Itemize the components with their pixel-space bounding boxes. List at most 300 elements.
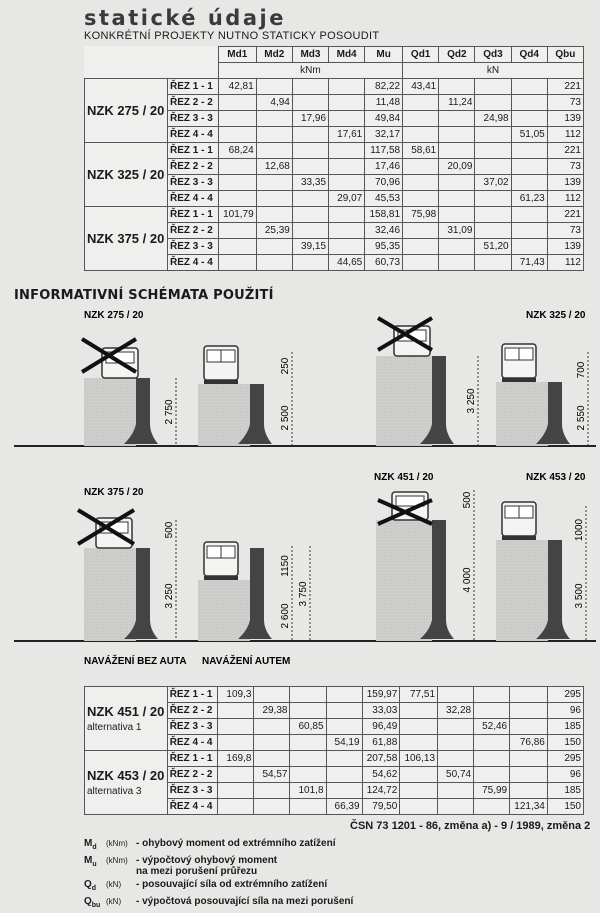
svg-text:3 250: 3 250 <box>164 583 175 609</box>
column-header: Md2 <box>256 47 292 63</box>
value-cell: 4,94 <box>256 95 292 111</box>
legend-symbol <box>84 879 106 894</box>
value-cell: 139 <box>547 111 583 127</box>
value-cell <box>329 207 365 223</box>
value-cell <box>218 191 256 207</box>
value-cell <box>403 111 439 127</box>
value-cell: 95,35 <box>365 239 403 255</box>
value-cell: 12,68 <box>256 159 292 175</box>
value-cell <box>400 767 438 783</box>
value-cell: 60,73 <box>365 255 403 271</box>
value-cell <box>475 207 511 223</box>
value-cell: 109,3 <box>218 687 254 703</box>
svg-text:1000: 1000 <box>574 518 585 542</box>
value-cell: 54,57 <box>254 767 290 783</box>
value-cell <box>326 703 362 719</box>
value-cell <box>254 719 290 735</box>
static-data-table-1 <box>84 46 584 271</box>
value-cell <box>510 767 548 783</box>
column-header: Qbu <box>547 47 583 63</box>
value-cell <box>326 751 362 767</box>
value-cell <box>218 127 256 143</box>
value-cell <box>475 95 511 111</box>
section-label: ŘEZ 2 - 2 <box>167 767 218 783</box>
legend-row <box>84 838 353 853</box>
unit-knm: kNm <box>218 63 402 79</box>
value-cell <box>218 239 256 255</box>
value-cell <box>439 143 475 159</box>
table-row <box>85 143 584 159</box>
value-cell: 221 <box>547 143 583 159</box>
value-cell <box>511 239 547 255</box>
value-cell: 139 <box>547 239 583 255</box>
value-cell: 139 <box>547 175 583 191</box>
value-cell <box>218 159 256 175</box>
value-cell: 150 <box>547 735 583 751</box>
legend-text: - ohybový moment od extrémního zatížení <box>136 838 336 849</box>
legend-row <box>84 879 353 894</box>
value-cell <box>511 159 547 175</box>
value-cell <box>474 799 510 815</box>
static-data-table-2 <box>84 686 584 815</box>
value-cell: 58,61 <box>403 143 439 159</box>
value-cell: 112 <box>547 127 583 143</box>
value-cell: 101,8 <box>290 783 326 799</box>
legend-symbol-sub: bu <box>91 902 101 909</box>
section-label: ŘEZ 1 - 1 <box>167 79 218 95</box>
section-label: ŘEZ 4 - 4 <box>167 799 218 815</box>
crossed-truck-icon <box>78 510 134 548</box>
value-cell <box>511 207 547 223</box>
section-label: ŘEZ 1 - 1 <box>167 207 218 223</box>
value-cell <box>438 719 474 735</box>
value-cell <box>329 79 365 95</box>
label-nzk-275: NZK 275 / 20 <box>84 310 144 321</box>
legend-symbol-base: Q <box>84 879 92 890</box>
svg-text:500: 500 <box>462 491 473 509</box>
value-cell <box>475 255 511 271</box>
value-cell <box>290 687 326 703</box>
value-cell: 112 <box>547 191 583 207</box>
legend-symbol <box>84 855 106 877</box>
value-cell: 51,20 <box>475 239 511 255</box>
value-cell: 66,39 <box>326 799 362 815</box>
value-cell <box>256 239 292 255</box>
value-cell <box>292 223 328 239</box>
value-cell <box>254 687 290 703</box>
legend-unit: (kNm) <box>106 839 128 848</box>
value-cell <box>290 735 326 751</box>
truck-icon <box>502 502 536 540</box>
column-header: Qd3 <box>475 47 511 63</box>
value-cell <box>218 255 256 271</box>
legend <box>84 838 353 913</box>
svg-text:3 500: 3 500 <box>574 583 585 609</box>
column-header: Md3 <box>292 47 328 63</box>
value-cell: 54,62 <box>362 767 400 783</box>
legend-row <box>84 855 353 877</box>
crossed-truck-icon <box>378 318 432 356</box>
label-with-truck: NAVÁŽENÍ AUTEM <box>202 656 291 667</box>
value-cell: 39,15 <box>292 239 328 255</box>
value-cell <box>475 223 511 239</box>
value-cell <box>292 95 328 111</box>
value-cell <box>400 783 438 799</box>
value-cell <box>475 159 511 175</box>
value-cell <box>439 207 475 223</box>
value-cell <box>438 783 474 799</box>
value-cell <box>292 79 328 95</box>
value-cell <box>510 687 548 703</box>
schemata-title: INFORMATIVNÍ SCHÉMATA POUŽITÍ <box>14 288 274 303</box>
value-cell <box>329 143 365 159</box>
value-cell <box>474 735 510 751</box>
value-cell: 159,97 <box>362 687 400 703</box>
legend-symbol-base: M <box>84 855 93 866</box>
legend-text: - posouvající síla od extrémního zatížení <box>136 879 328 890</box>
value-cell <box>218 767 254 783</box>
product-label: NZK 453 / 20 <box>87 768 165 783</box>
section-label: ŘEZ 3 - 3 <box>167 111 218 127</box>
value-cell: 33,03 <box>362 703 400 719</box>
norm-reference: ČSN 73 1201 - 86, změna a) - 9 / 1989, změna 2 <box>350 820 591 832</box>
value-cell: 71,43 <box>511 255 547 271</box>
value-cell: 42,81 <box>218 79 256 95</box>
value-cell: 45,53 <box>365 191 403 207</box>
crossed-truck-icon <box>82 339 138 378</box>
value-cell: 221 <box>547 207 583 223</box>
value-cell: 77,51 <box>400 687 438 703</box>
value-cell: 32,46 <box>365 223 403 239</box>
value-cell: 73 <box>547 223 583 239</box>
table-row <box>85 687 584 703</box>
column-header: Md1 <box>218 47 256 63</box>
value-cell <box>403 127 439 143</box>
value-cell: 101,79 <box>218 207 256 223</box>
section-label: ŘEZ 1 - 1 <box>167 687 218 703</box>
value-cell <box>439 239 475 255</box>
svg-text:250: 250 <box>280 357 291 375</box>
value-cell <box>292 159 328 175</box>
backfill <box>198 384 250 446</box>
value-cell <box>439 127 475 143</box>
section-label: ŘEZ 4 - 4 <box>167 735 218 751</box>
value-cell: 17,96 <box>292 111 328 127</box>
value-cell <box>474 703 510 719</box>
backfill <box>376 356 432 446</box>
value-cell: 37,02 <box>475 175 511 191</box>
value-cell: 50,74 <box>438 767 474 783</box>
table-header-row <box>85 47 584 63</box>
svg-text:3 250: 3 250 <box>466 388 477 414</box>
backfill <box>496 540 548 641</box>
value-cell <box>256 191 292 207</box>
value-cell: 17,61 <box>329 127 365 143</box>
product-name <box>85 207 168 271</box>
value-cell <box>218 111 256 127</box>
page-title: statické údaje <box>84 6 286 30</box>
value-cell <box>292 191 328 207</box>
section-label: ŘEZ 1 - 1 <box>167 143 218 159</box>
section-label: ŘEZ 3 - 3 <box>167 239 218 255</box>
value-cell: 31,09 <box>439 223 475 239</box>
legend-unit: (kN) <box>106 897 122 906</box>
value-cell <box>256 255 292 271</box>
value-cell <box>403 159 439 175</box>
section-label: ŘEZ 2 - 2 <box>167 95 218 111</box>
value-cell: 124,72 <box>362 783 400 799</box>
section-label: ŘEZ 3 - 3 <box>167 175 218 191</box>
legend-unit: (kNm) <box>106 856 128 865</box>
value-cell <box>254 751 290 767</box>
value-cell <box>511 223 547 239</box>
value-cell <box>292 255 328 271</box>
svg-text:500: 500 <box>164 521 175 539</box>
value-cell <box>400 719 438 735</box>
value-cell: 185 <box>547 719 583 735</box>
column-header: Qd2 <box>439 47 475 63</box>
truck-icon <box>502 344 536 382</box>
backfill <box>376 520 432 641</box>
value-cell <box>218 719 254 735</box>
svg-text:2 500: 2 500 <box>280 405 291 431</box>
value-cell <box>474 687 510 703</box>
value-cell: 76,86 <box>510 735 548 751</box>
value-cell: 73 <box>547 159 583 175</box>
value-cell <box>256 79 292 95</box>
value-cell <box>403 191 439 207</box>
value-cell: 185 <box>547 783 583 799</box>
product-label: NZK 325 / 20 <box>87 167 165 182</box>
value-cell <box>438 799 474 815</box>
value-cell <box>475 127 511 143</box>
value-cell: 75,99 <box>474 783 510 799</box>
value-cell: 75,98 <box>403 207 439 223</box>
value-cell: 207,58 <box>362 751 400 767</box>
value-cell <box>400 799 438 815</box>
value-cell <box>403 95 439 111</box>
svg-text:1150: 1150 <box>280 555 291 577</box>
value-cell: 295 <box>547 751 583 767</box>
value-cell: 32,28 <box>438 703 474 719</box>
value-cell: 169,8 <box>218 751 254 767</box>
column-header: Qd1 <box>403 47 439 63</box>
product-label: NZK 375 / 20 <box>87 231 165 246</box>
legend-text: - výpočtová posouvající síla na mezi porušení <box>136 896 354 907</box>
section-label: ŘEZ 4 - 4 <box>167 127 218 143</box>
value-cell: 44,65 <box>329 255 365 271</box>
value-cell <box>292 127 328 143</box>
value-cell <box>511 111 547 127</box>
value-cell <box>511 175 547 191</box>
legend-row <box>84 896 353 911</box>
value-cell: 60,85 <box>290 719 326 735</box>
column-header: Md4 <box>329 47 365 63</box>
legend-symbol-base: M <box>84 838 93 849</box>
value-cell: 54,19 <box>326 735 362 751</box>
value-cell <box>290 703 326 719</box>
svg-text:2 600: 2 600 <box>280 603 291 629</box>
value-cell <box>218 95 256 111</box>
value-cell <box>329 239 365 255</box>
value-cell <box>218 703 254 719</box>
value-cell: 96 <box>547 703 583 719</box>
unit-kn: kN <box>403 63 584 79</box>
value-cell <box>290 799 326 815</box>
svg-text:2 550: 2 550 <box>576 405 587 431</box>
legend-text: - výpočtový ohybový moment na mezi porušení průřezu <box>136 855 278 877</box>
value-cell: 24,98 <box>475 111 511 127</box>
value-cell <box>218 223 256 239</box>
value-cell <box>329 95 365 111</box>
product-name <box>85 143 168 207</box>
value-cell <box>218 799 254 815</box>
label-without-truck: NAVÁŽENÍ BEZ AUTA <box>84 656 187 667</box>
value-cell: 73 <box>547 95 583 111</box>
column-header: Qd4 <box>511 47 547 63</box>
value-cell <box>400 735 438 751</box>
label-nzk-451: NZK 451 / 20 <box>374 472 434 483</box>
value-cell: 52,46 <box>474 719 510 735</box>
crossed-truck-icon <box>378 492 432 524</box>
value-cell: 82,22 <box>365 79 403 95</box>
value-cell: 96,49 <box>362 719 400 735</box>
label-nzk-453: NZK 453 / 20 <box>526 472 586 483</box>
value-cell <box>403 175 439 191</box>
value-cell <box>256 207 292 223</box>
legend-symbol-sub: d <box>92 844 97 851</box>
legend-symbol-base: Q <box>84 896 92 907</box>
value-cell: 33,35 <box>292 175 328 191</box>
value-cell <box>218 783 254 799</box>
value-cell <box>510 783 548 799</box>
value-cell <box>254 783 290 799</box>
backfill <box>84 378 136 446</box>
legend-symbol <box>84 896 106 911</box>
value-cell <box>439 175 475 191</box>
value-cell <box>254 735 290 751</box>
value-cell <box>510 703 548 719</box>
value-cell <box>290 751 326 767</box>
legend-unit: (kN) <box>106 880 122 889</box>
value-cell <box>475 143 511 159</box>
table-row <box>85 79 584 95</box>
value-cell: 43,41 <box>403 79 439 95</box>
value-cell <box>438 735 474 751</box>
legend-symbol <box>84 838 106 853</box>
value-cell: 20,09 <box>439 159 475 175</box>
value-cell <box>438 687 474 703</box>
product-label: NZK 275 / 20 <box>87 103 165 118</box>
value-cell <box>290 767 326 783</box>
column-header: Mu <box>365 47 403 63</box>
value-cell <box>329 111 365 127</box>
usage-schematics <box>0 300 600 675</box>
value-cell <box>474 751 510 767</box>
table-row <box>85 751 584 767</box>
value-cell <box>254 799 290 815</box>
value-cell <box>510 751 548 767</box>
value-cell <box>292 143 328 159</box>
value-cell <box>439 79 475 95</box>
value-cell: 29,38 <box>254 703 290 719</box>
value-cell <box>403 223 439 239</box>
truck-icon <box>204 346 238 384</box>
value-cell: 221 <box>547 79 583 95</box>
product-name <box>85 79 168 143</box>
value-cell: 295 <box>547 687 583 703</box>
product-label: NZK 451 / 20 <box>87 704 165 719</box>
page-subtitle: KONKRÉTNÍ PROJEKTY NUTNO STATICKY POSOUDIT <box>84 30 380 42</box>
value-cell: 17,46 <box>365 159 403 175</box>
value-cell <box>511 143 547 159</box>
section-label: ŘEZ 3 - 3 <box>167 719 218 735</box>
backfill <box>84 548 136 641</box>
value-cell: 112 <box>547 255 583 271</box>
value-cell: 29,07 <box>329 191 365 207</box>
section-label: ŘEZ 2 - 2 <box>167 159 218 175</box>
product-alternative: alternativa 1 <box>87 722 142 733</box>
value-cell <box>326 767 362 783</box>
label-nzk-375: NZK 375 / 20 <box>84 487 144 498</box>
value-cell: 79,50 <box>362 799 400 815</box>
value-cell <box>474 767 510 783</box>
value-cell: 68,24 <box>218 143 256 159</box>
truck-icon <box>204 542 238 580</box>
section-label: ŘEZ 2 - 2 <box>167 223 218 239</box>
svg-text:2 750: 2 750 <box>164 399 175 425</box>
backfill <box>198 580 250 641</box>
table-corner <box>85 47 219 79</box>
value-cell: 11,24 <box>439 95 475 111</box>
value-cell: 150 <box>547 799 583 815</box>
value-cell <box>403 239 439 255</box>
value-cell <box>218 735 254 751</box>
svg-text:4 000: 4 000 <box>462 567 473 593</box>
value-cell: 11,48 <box>365 95 403 111</box>
value-cell <box>439 111 475 127</box>
section-label: ŘEZ 4 - 4 <box>167 191 218 207</box>
section-label: ŘEZ 4 - 4 <box>167 255 218 271</box>
value-cell <box>329 223 365 239</box>
value-cell: 70,96 <box>365 175 403 191</box>
value-cell: 121,34 <box>510 799 548 815</box>
value-cell: 96 <box>547 767 583 783</box>
value-cell <box>403 255 439 271</box>
section-label: ŘEZ 2 - 2 <box>167 703 218 719</box>
legend-symbol-sub: d <box>91 885 97 892</box>
value-cell <box>326 783 362 799</box>
value-cell <box>256 175 292 191</box>
value-cell <box>511 95 547 111</box>
value-cell <box>475 79 511 95</box>
value-cell <box>438 751 474 767</box>
product-name <box>85 687 168 751</box>
value-cell <box>329 159 365 175</box>
value-cell <box>329 175 365 191</box>
table-row <box>85 207 584 223</box>
value-cell <box>256 127 292 143</box>
value-cell <box>256 143 292 159</box>
value-cell <box>326 687 362 703</box>
svg-text:700: 700 <box>576 361 587 379</box>
value-cell: 25,39 <box>256 223 292 239</box>
label-nzk-325: NZK 325 / 20 <box>526 310 586 321</box>
value-cell: 158,81 <box>365 207 403 223</box>
value-cell: 51,05 <box>511 127 547 143</box>
backfill <box>496 382 548 446</box>
value-cell <box>510 719 548 735</box>
